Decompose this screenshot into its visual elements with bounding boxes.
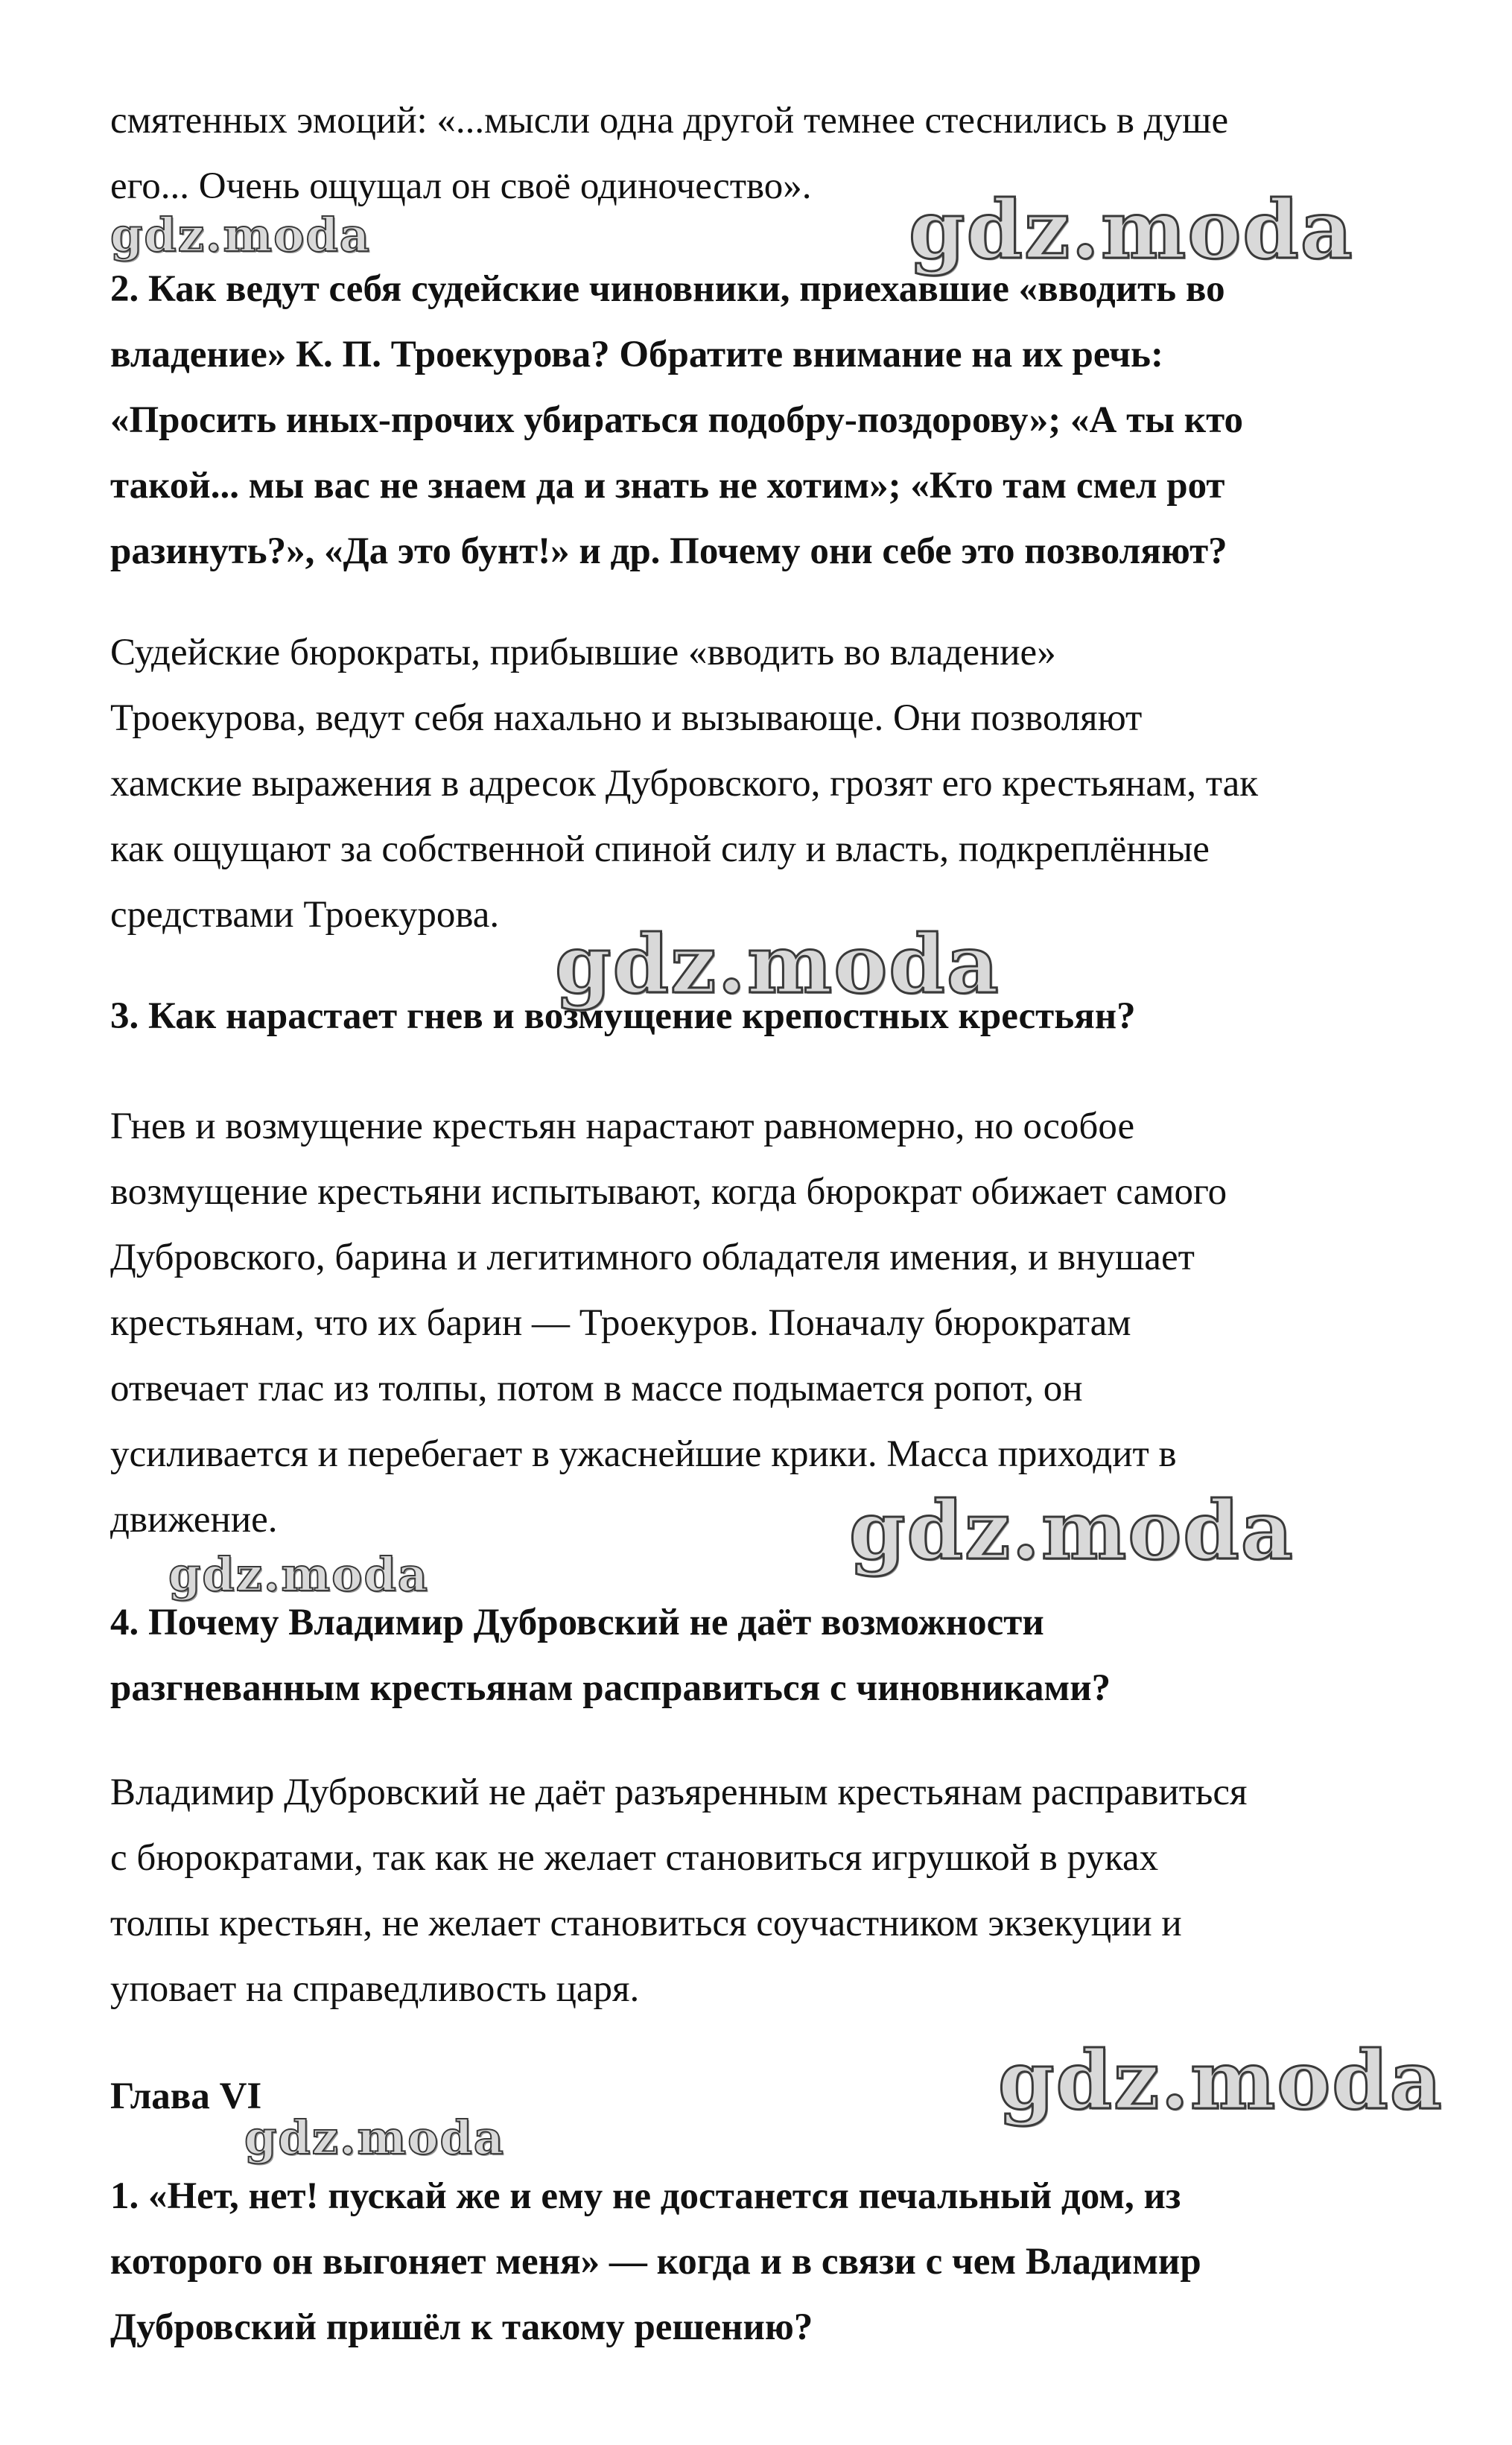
text-line: Владимир Дубровский не даёт разъяренным крестьянам расправиться [110, 1772, 1248, 1813]
answer-4 [110, 1760, 1451, 2022]
text-line: как ощущают за собственной спиной силу и власть, подкреплённые [110, 828, 1210, 870]
text-line: с бюрократами, так как не желает становиться игрушкой в руках [110, 1837, 1159, 1879]
question-line: Дубровский пришёл к такому решению? [110, 2306, 813, 2348]
watermark: gdz.moda [555, 918, 1000, 1012]
chapter-6-question-1 [110, 2163, 1451, 2360]
text-line: Судейские бюрократы, прибывшие «вводить во владение» [110, 632, 1056, 673]
watermark: gdz.moda [909, 183, 1354, 277]
text-line: толпы крестьян, не желает становиться соучастником экзекуции и [110, 1903, 1182, 1944]
question-line: 4. Почему Владимир Дубровский не даёт возможности [110, 1602, 1044, 1643]
chapter-title: Глава VI [110, 2075, 262, 2117]
question-line: такой... мы вас не знаем да и знать не хотим»; «Кто там смел рот [110, 465, 1225, 507]
text-line: его... Очень ощущал он своё одиночество». [110, 165, 812, 207]
watermark: gdz.moda [110, 208, 371, 262]
text-line: усиливается и перебегает в ужаснейшие крики. Масса приходит в [110, 1433, 1177, 1475]
text-line: крестьянам, что их барин — Троекуров. Поначалу бюрократам [110, 1302, 1131, 1344]
text-line: Троекурова, ведут себя нахально и вызывающе. Они позволяют [110, 697, 1143, 739]
watermark: gdz.moda [849, 1484, 1295, 1578]
text-line: возмущение крестьяни испытывают, когда бюрократ обижает самого [110, 1171, 1227, 1213]
text-line: средствами Троекурова. [110, 894, 500, 936]
text-line: смятенных эмоций: «...мысли одна другой темнее стеснились в душе [110, 100, 1229, 142]
question-line: 2. Как ведут себя судейские чиновники, приехавшие «вводить во [110, 268, 1225, 310]
text-line: уповает на справедливость царя. [110, 1968, 640, 2010]
question-line: разинуть?», «Да это бунт!» и др. Почему они себе это позволяют? [110, 530, 1227, 572]
question-line: 3. Как нарастает гнев и возмущение крепостных крестьян? [110, 995, 1136, 1037]
question-line: «Просить иных-прочих убираться подобру-поздорову»; «А ты кто [110, 399, 1243, 441]
watermark: gdz.moda [244, 2111, 505, 2165]
text-line: Дубровского, барина и легитимного обладателя имения, и внушает [110, 1237, 1195, 1278]
question-line: разгневанным крестьянам расправиться с чиновниками? [110, 1667, 1111, 1709]
text-line: отвечает глас из толпы, потом в массе подымается ропот, он [110, 1368, 1083, 1409]
question-line: владение» К. П. Троекурова? Обратите внимание на их речь: [110, 334, 1164, 375]
text-line: движение. [110, 1499, 278, 1541]
watermark: gdz.moda [168, 1547, 429, 1602]
question-line: которого он выгоняет меня» — когда и в связи с чем Владимир [110, 2241, 1201, 2283]
question-4 [110, 1590, 1451, 1721]
question-2 [110, 256, 1451, 584]
text-line: Гнев и возмущение крестьян нарастают равномерно, но особое [110, 1106, 1135, 1147]
question-line: 1. «Нет, нет! пускай же и ему не достанется печальный дом, из [110, 2175, 1181, 2217]
watermark: gdz.moda [998, 2034, 1443, 2128]
answer-2 [110, 620, 1451, 948]
text-line: хамские выражения в адресок Дубровского, грозят его крестьянам, так [110, 763, 1259, 805]
